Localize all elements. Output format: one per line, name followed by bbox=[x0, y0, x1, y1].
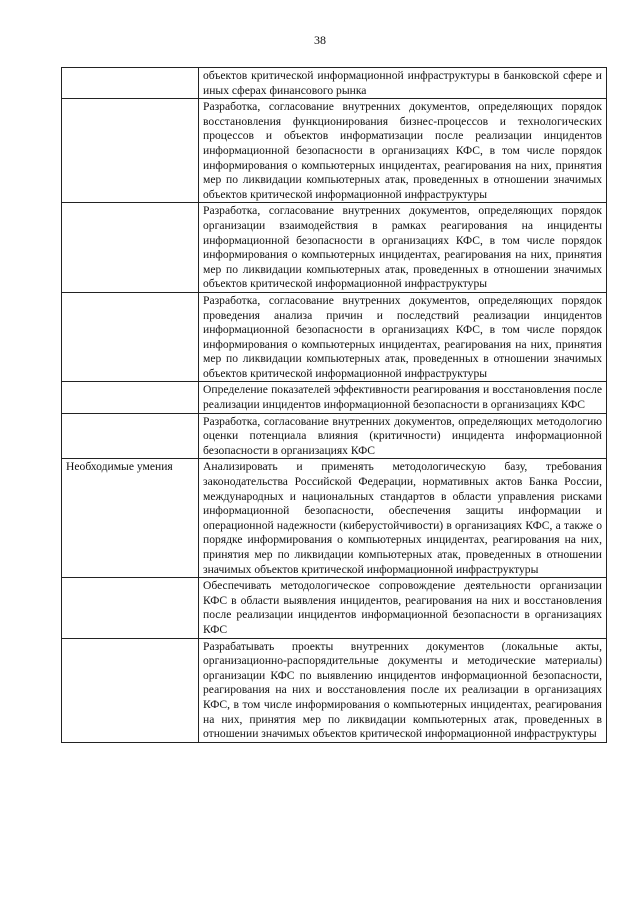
table-row bbox=[62, 382, 607, 413]
row-text: Обеспечивать методологическое сопровождение деятельности организации КФС в области выявления инцидентов, реагирования на них и восстановления после реализации инцидентов информационной безопасности в организациях КФС bbox=[199, 578, 607, 638]
row-label bbox=[62, 292, 199, 382]
row-text: Разработка, согласование внутренних документов, определяющих порядок восстановления функционирования бизнес-процессов и технологических процессов и объектов информатизации после реализации инцидентов информационной безопасности в организациях КФС, в том числе порядок информирования о компьютерных инцидентах, реагирования на них, принятия мер по ликвидации компьютерных атак, проведенных в отношении значимых объектов критической информационной инфраструктуры bbox=[199, 99, 607, 203]
row-text: Анализировать и применять методологическую базу, требования законодательства Российской Федерации, нормативных актов Банка России, международных и национальных стандартов в области управления рисками информационной безопасности, обеспечения защиты информации и операционной надежности (киберустойчивости) в организациях КФС, а также о порядке информирования о компьютерных инцидентах, реагирования на них, принятия мер по ликвидации компьютерных атак, проведенных в отношении значимых объектов критической информационной инфраструктуры bbox=[199, 459, 607, 578]
table-row bbox=[62, 459, 607, 578]
table-row bbox=[62, 292, 607, 382]
table-row bbox=[62, 203, 607, 293]
row-label-required-skills: Необходимые умения bbox=[62, 459, 199, 578]
row-text: Разработка, согласование внутренних документов, определяющих порядок проведения анализа причин и последствий реализации инцидентов информационной безопасности в организациях КФС, в том числе порядок информирования о компьютерных инцидентах, реагирования на них, принятия мер по ликвидации компьютерных атак, проведенных в отношении значимых объектов критической информационной инфраструктуры bbox=[199, 292, 607, 382]
row-label bbox=[62, 382, 199, 413]
row-label bbox=[62, 203, 199, 293]
row-label bbox=[62, 578, 199, 638]
table-row bbox=[62, 413, 607, 459]
row-label bbox=[62, 638, 199, 742]
table-row bbox=[62, 68, 607, 99]
row-label bbox=[62, 413, 199, 459]
page-number: 38 bbox=[314, 33, 326, 47]
row-label bbox=[62, 99, 199, 203]
row-label bbox=[62, 68, 199, 99]
table-row bbox=[62, 99, 607, 203]
row-text: Разрабатывать проекты внутренних документов (локальные акты, организационно-распорядительные документы и методические материалы) организации КФС по выявлению инцидентов информационной безопасности, реагирования на них и восстановления после их реализации в организациях КФС, в том числе информирования о компьютерных инцидентах, реагирования на них, принятия мер по ликвидации компьютерных атак, проведенных в отношении значимых объектов критической информационной инфраструктуры bbox=[199, 638, 607, 742]
row-text: Разработка, согласование внутренних документов, определяющих порядок организации взаимодействия в рамках реагирования на инциденты информационной безопасности в организациях КФС, в том числе порядок информирования о компьютерных инцидентах, реагирования на них, принятия мер по ликвидации компьютерных атак, проведенных в отношении значимых объектов критической информационной инфраструктуры bbox=[199, 203, 607, 293]
row-text: объектов критической информационной инфраструктуры в банковской сфере и иных сферах финансового рынка bbox=[199, 68, 607, 99]
table-row bbox=[62, 638, 607, 742]
competency-table bbox=[61, 67, 607, 743]
table-row bbox=[62, 578, 607, 638]
row-text: Разработка, согласование внутренних документов, определяющих методологию оценки потенциала влияния (критичности) инцидента информационной безопасности в организациях КФС bbox=[199, 413, 607, 459]
row-text: Определение показателей эффективности реагирования и восстановления после реализации инцидентов информационной безопасности в организациях КФС bbox=[199, 382, 607, 413]
